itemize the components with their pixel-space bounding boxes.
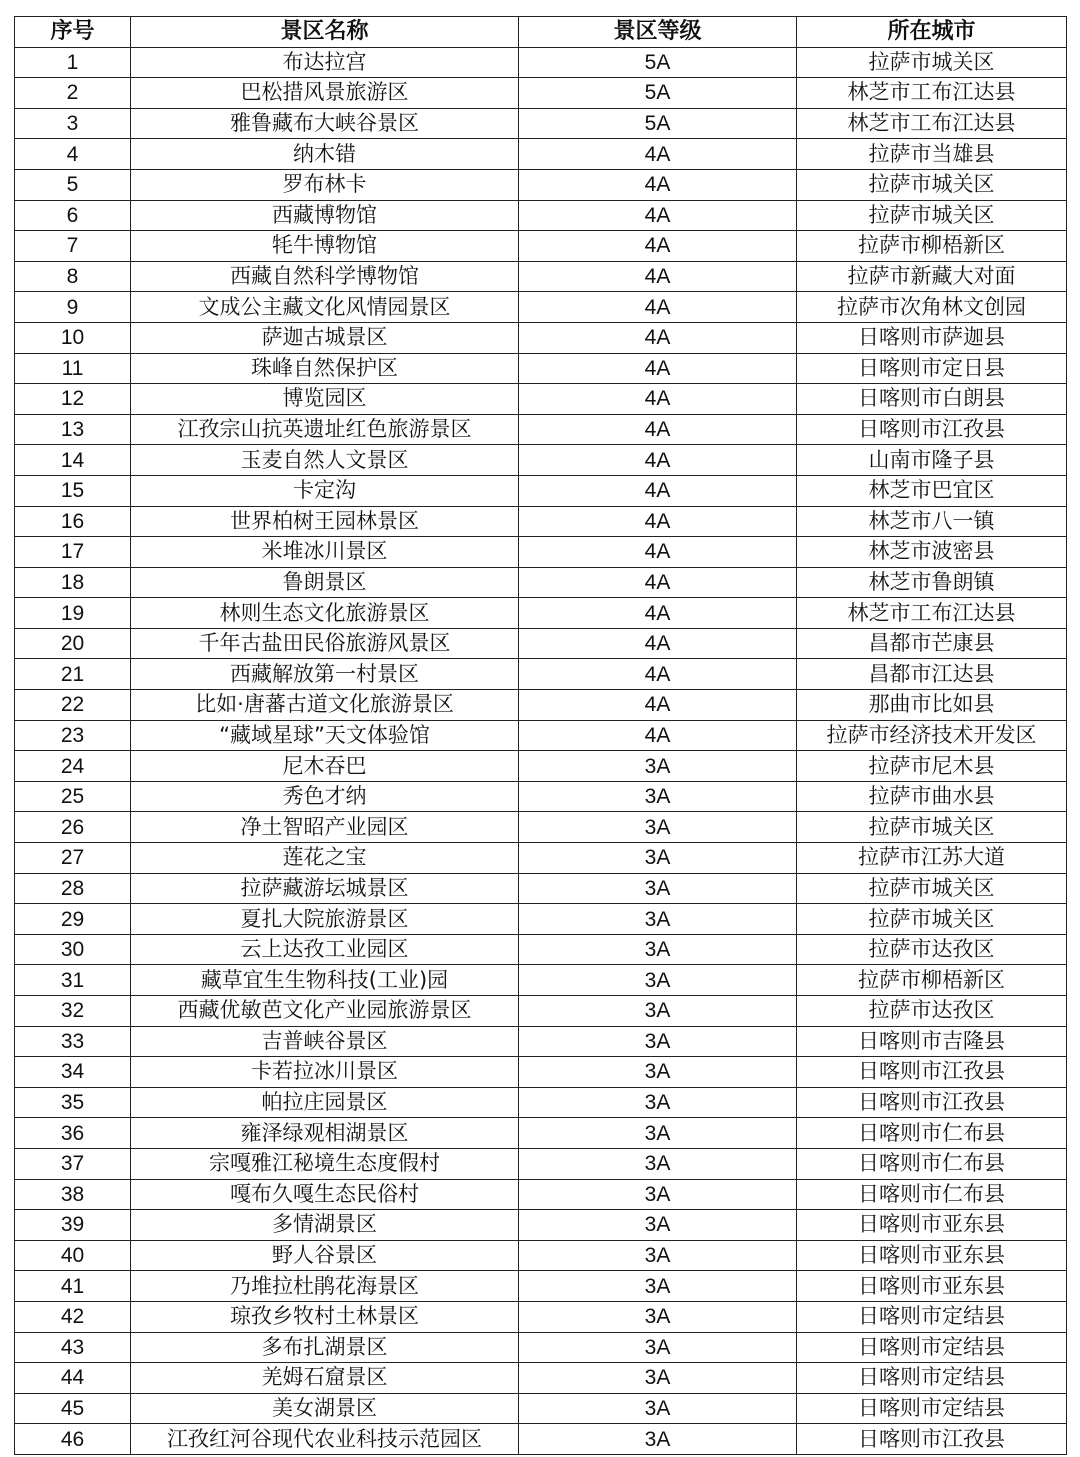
row-index: 32 (15, 996, 131, 1027)
scenic-name: 嘎布久嘎生态民俗村 (131, 1179, 519, 1210)
row-index: 25 (15, 781, 131, 812)
city-location: 拉萨市柳梧新区 (797, 965, 1067, 996)
table-row (15, 1332, 1067, 1363)
row-index: 8 (15, 261, 131, 292)
table-row (15, 598, 1067, 629)
row-index: 26 (15, 812, 131, 843)
scenic-name: 西藏博物馆 (131, 200, 519, 231)
scenic-name: 拉萨藏游坛城景区 (131, 873, 519, 904)
table-row (15, 261, 1067, 292)
table-row (15, 353, 1067, 384)
city-location: 日喀则市仁布县 (797, 1179, 1067, 1210)
scenic-grade: 3A (519, 965, 797, 996)
city-location: 拉萨市达孜区 (797, 934, 1067, 965)
row-index: 10 (15, 322, 131, 353)
row-index: 1 (15, 47, 131, 78)
scenic-name: 尼木吞巴 (131, 751, 519, 782)
row-index: 6 (15, 200, 131, 231)
row-index: 27 (15, 843, 131, 874)
city-location: 日喀则市定结县 (797, 1393, 1067, 1424)
scenic-name: 珠峰自然保护区 (131, 353, 519, 384)
city-location: 林芝市巴宜区 (797, 475, 1067, 506)
header-row (15, 17, 1067, 48)
city-location: 拉萨市当雄县 (797, 139, 1067, 170)
scenic-name: 牦牛博物馆 (131, 231, 519, 262)
city-location: 日喀则市仁布县 (797, 1148, 1067, 1179)
city-location: 拉萨市次角林文创园 (797, 292, 1067, 323)
table-row (15, 1179, 1067, 1210)
scenic-name: 世界柏树王园林景区 (131, 506, 519, 537)
header-grade: 景区等级 (519, 17, 797, 48)
city-location: 拉萨市曲水县 (797, 781, 1067, 812)
scenic-name: 文成公主藏文化风情园景区 (131, 292, 519, 323)
table-row (15, 934, 1067, 965)
table-row (15, 200, 1067, 231)
table-row (15, 1087, 1067, 1118)
scenic-name: 千年古盐田民俗旅游风景区 (131, 628, 519, 659)
city-location: 林芝市工布江达县 (797, 78, 1067, 109)
city-location: 拉萨市城关区 (797, 812, 1067, 843)
scenic-name: 净土智昭产业园区 (131, 812, 519, 843)
table-row (15, 1026, 1067, 1057)
scenic-name: 秀色才纳 (131, 781, 519, 812)
table-row (15, 996, 1067, 1027)
table-row (15, 78, 1067, 109)
scenic-grade: 3A (519, 751, 797, 782)
scenic-grade: 3A (519, 1118, 797, 1149)
city-location: 林芝市工布江达县 (797, 108, 1067, 139)
scenic-grade: 4A (519, 628, 797, 659)
table-row (15, 812, 1067, 843)
scenic-grade: 4A (519, 322, 797, 353)
row-index: 5 (15, 169, 131, 200)
row-index: 30 (15, 934, 131, 965)
table-row (15, 1424, 1067, 1455)
table-row (15, 904, 1067, 935)
city-location: 日喀则市亚东县 (797, 1240, 1067, 1271)
table-row (15, 1057, 1067, 1088)
row-index: 40 (15, 1240, 131, 1271)
table-row (15, 1393, 1067, 1424)
row-index: 24 (15, 751, 131, 782)
scenic-name: 萨迦古城景区 (131, 322, 519, 353)
scenic-name: 比如·唐蕃古道文化旅游景区 (131, 690, 519, 721)
scenic-grade: 5A (519, 108, 797, 139)
scenic-grade: 4A (519, 567, 797, 598)
scenic-name: 布达拉宫 (131, 47, 519, 78)
table-row (15, 1118, 1067, 1149)
table-row (15, 445, 1067, 476)
table-row (15, 384, 1067, 415)
scenic-name: 云上达孜工业园区 (131, 934, 519, 965)
scenic-name: 羌姆石窟景区 (131, 1363, 519, 1394)
city-location: 林芝市鲁朗镇 (797, 567, 1067, 598)
scenic-name: 卡若拉冰川景区 (131, 1057, 519, 1088)
scenic-grade: 4A (519, 384, 797, 415)
city-location: 日喀则市定日县 (797, 353, 1067, 384)
city-location: 拉萨市江苏大道 (797, 843, 1067, 874)
header-index: 序号 (15, 17, 131, 48)
scenic-grade: 4A (519, 537, 797, 568)
table-row (15, 169, 1067, 200)
row-index: 18 (15, 567, 131, 598)
city-location: 林芝市八一镇 (797, 506, 1067, 537)
scenic-name: 西藏优敏芭文化产业园旅游景区 (131, 996, 519, 1027)
scenic-name: 夏扎大院旅游景区 (131, 904, 519, 935)
scenic-name: 野人谷景区 (131, 1240, 519, 1271)
scenic-name: 江孜宗山抗英遗址红色旅游景区 (131, 414, 519, 445)
row-index: 15 (15, 475, 131, 506)
row-index: 12 (15, 384, 131, 415)
table-body (15, 47, 1067, 1454)
city-location: 那曲市比如县 (797, 690, 1067, 721)
city-location: 山南市隆子县 (797, 445, 1067, 476)
city-location: 日喀则市吉隆县 (797, 1026, 1067, 1057)
city-location: 日喀则市江孜县 (797, 1057, 1067, 1088)
table-row (15, 108, 1067, 139)
row-index: 45 (15, 1393, 131, 1424)
scenic-grade: 4A (519, 445, 797, 476)
row-index: 11 (15, 353, 131, 384)
scenic-name: 罗布林卡 (131, 169, 519, 200)
row-index: 7 (15, 231, 131, 262)
scenic-name: 吉普峡谷景区 (131, 1026, 519, 1057)
table-row (15, 781, 1067, 812)
scenic-grade: 4A (519, 353, 797, 384)
row-index: 19 (15, 598, 131, 629)
scenic-grade: 3A (519, 904, 797, 935)
scenic-name: 博览园区 (131, 384, 519, 415)
scenic-grade: 3A (519, 873, 797, 904)
table-row (15, 322, 1067, 353)
city-location: 日喀则市定结县 (797, 1363, 1067, 1394)
city-location: 拉萨市城关区 (797, 873, 1067, 904)
row-index: 13 (15, 414, 131, 445)
scenic-grade: 4A (519, 231, 797, 262)
row-index: 42 (15, 1301, 131, 1332)
scenic-grade: 3A (519, 843, 797, 874)
row-index: 23 (15, 720, 131, 751)
table-row (15, 1240, 1067, 1271)
scenic-name: 雅鲁藏布大峡谷景区 (131, 108, 519, 139)
scenic-area-table (14, 16, 1067, 1455)
scenic-name: 宗嘎雅江秘境生态度假村 (131, 1148, 519, 1179)
scenic-name: 西藏解放第一村景区 (131, 659, 519, 690)
table-row (15, 628, 1067, 659)
table-row (15, 506, 1067, 537)
table-row (15, 751, 1067, 782)
row-index: 44 (15, 1363, 131, 1394)
table-row (15, 292, 1067, 323)
scenic-name: 帕拉庄园景区 (131, 1087, 519, 1118)
scenic-grade: 4A (519, 292, 797, 323)
scenic-grade: 4A (519, 506, 797, 537)
scenic-grade: 3A (519, 1240, 797, 1271)
scenic-grade: 3A (519, 1424, 797, 1455)
row-index: 43 (15, 1332, 131, 1363)
table-row (15, 1301, 1067, 1332)
scenic-name: “藏域星球”天文体验馆 (131, 720, 519, 751)
scenic-name: 林则生态文化旅游景区 (131, 598, 519, 629)
row-index: 2 (15, 78, 131, 109)
scenic-grade: 3A (519, 996, 797, 1027)
scenic-name: 鲁朗景区 (131, 567, 519, 598)
scenic-name: 米堆冰川景区 (131, 537, 519, 568)
table-row (15, 873, 1067, 904)
row-index: 35 (15, 1087, 131, 1118)
scenic-grade: 3A (519, 1332, 797, 1363)
scenic-name: 玉麦自然人文景区 (131, 445, 519, 476)
city-location: 日喀则市定结县 (797, 1332, 1067, 1363)
row-index: 36 (15, 1118, 131, 1149)
city-location: 拉萨市经济技术开发区 (797, 720, 1067, 751)
city-location: 拉萨市城关区 (797, 169, 1067, 200)
scenic-grade: 4A (519, 200, 797, 231)
city-location: 林芝市波密县 (797, 537, 1067, 568)
header-scenic-name: 景区名称 (131, 17, 519, 48)
scenic-grade: 4A (519, 659, 797, 690)
scenic-grade: 3A (519, 1148, 797, 1179)
row-index: 4 (15, 139, 131, 170)
scenic-name: 多情湖景区 (131, 1210, 519, 1241)
row-index: 3 (15, 108, 131, 139)
scenic-grade: 3A (519, 1301, 797, 1332)
scenic-grade: 4A (519, 720, 797, 751)
row-index: 21 (15, 659, 131, 690)
table-row (15, 47, 1067, 78)
scenic-grade: 4A (519, 598, 797, 629)
row-index: 17 (15, 537, 131, 568)
scenic-grade: 3A (519, 781, 797, 812)
header-city: 所在城市 (797, 17, 1067, 48)
table-row (15, 231, 1067, 262)
scenic-grade: 3A (519, 1363, 797, 1394)
row-index: 22 (15, 690, 131, 721)
city-location: 日喀则市白朗县 (797, 384, 1067, 415)
row-index: 14 (15, 445, 131, 476)
scenic-name: 美女湖景区 (131, 1393, 519, 1424)
row-index: 28 (15, 873, 131, 904)
city-location: 日喀则市江孜县 (797, 1424, 1067, 1455)
row-index: 38 (15, 1179, 131, 1210)
scenic-grade: 3A (519, 1210, 797, 1241)
scenic-name: 巴松措风景旅游区 (131, 78, 519, 109)
city-location: 日喀则市仁布县 (797, 1118, 1067, 1149)
city-location: 昌都市芒康县 (797, 628, 1067, 659)
row-index: 39 (15, 1210, 131, 1241)
scenic-grade: 4A (519, 139, 797, 170)
scenic-grade: 5A (519, 47, 797, 78)
table-row (15, 139, 1067, 170)
scenic-grade: 4A (519, 475, 797, 506)
scenic-name: 江孜红河谷现代农业科技示范园区 (131, 1424, 519, 1455)
table-row (15, 537, 1067, 568)
table-row (15, 475, 1067, 506)
city-location: 昌都市江达县 (797, 659, 1067, 690)
scenic-name: 西藏自然科学博物馆 (131, 261, 519, 292)
table-row (15, 1271, 1067, 1302)
city-location: 拉萨市柳梧新区 (797, 231, 1067, 262)
row-index: 46 (15, 1424, 131, 1455)
city-location: 日喀则市定结县 (797, 1301, 1067, 1332)
table-row (15, 690, 1067, 721)
scenic-grade: 3A (519, 1026, 797, 1057)
city-location: 拉萨市城关区 (797, 47, 1067, 78)
row-index: 34 (15, 1057, 131, 1088)
table-row (15, 567, 1067, 598)
row-index: 33 (15, 1026, 131, 1057)
table-row (15, 659, 1067, 690)
scenic-grade: 3A (519, 1393, 797, 1424)
row-index: 20 (15, 628, 131, 659)
city-location: 日喀则市亚东县 (797, 1271, 1067, 1302)
city-location: 日喀则市萨迦县 (797, 322, 1067, 353)
row-index: 41 (15, 1271, 131, 1302)
table-row (15, 1363, 1067, 1394)
row-index: 37 (15, 1148, 131, 1179)
city-location: 日喀则市亚东县 (797, 1210, 1067, 1241)
table-row (15, 720, 1067, 751)
row-index: 16 (15, 506, 131, 537)
table-row (15, 965, 1067, 996)
scenic-name: 莲花之宝 (131, 843, 519, 874)
table-row (15, 1210, 1067, 1241)
table-row (15, 414, 1067, 445)
city-location: 拉萨市尼木县 (797, 751, 1067, 782)
scenic-name: 多布扎湖景区 (131, 1332, 519, 1363)
city-location: 日喀则市江孜县 (797, 414, 1067, 445)
row-index: 29 (15, 904, 131, 935)
scenic-grade: 4A (519, 169, 797, 200)
scenic-name: 卡定沟 (131, 475, 519, 506)
scenic-grade: 3A (519, 1271, 797, 1302)
city-location: 日喀则市江孜县 (797, 1087, 1067, 1118)
table-row (15, 843, 1067, 874)
scenic-grade: 5A (519, 78, 797, 109)
scenic-grade: 4A (519, 414, 797, 445)
scenic-name: 琼孜乡牧村土林景区 (131, 1301, 519, 1332)
scenic-grade: 3A (519, 1087, 797, 1118)
scenic-name: 雍泽绿观相湖景区 (131, 1118, 519, 1149)
city-location: 拉萨市达孜区 (797, 996, 1067, 1027)
scenic-name: 乃堆拉杜鹃花海景区 (131, 1271, 519, 1302)
city-location: 林芝市工布江达县 (797, 598, 1067, 629)
scenic-grade: 3A (519, 934, 797, 965)
scenic-name: 藏草宜生生物科技(工业)园 (131, 965, 519, 996)
row-index: 9 (15, 292, 131, 323)
scenic-grade: 4A (519, 261, 797, 292)
city-location: 拉萨市城关区 (797, 904, 1067, 935)
scenic-area-table-container (14, 16, 1066, 1455)
scenic-grade: 3A (519, 1179, 797, 1210)
city-location: 拉萨市新藏大对面 (797, 261, 1067, 292)
table-row (15, 1148, 1067, 1179)
city-location: 拉萨市城关区 (797, 200, 1067, 231)
scenic-grade: 3A (519, 812, 797, 843)
scenic-grade: 3A (519, 1057, 797, 1088)
scenic-grade: 4A (519, 690, 797, 721)
row-index: 31 (15, 965, 131, 996)
scenic-name: 纳木错 (131, 139, 519, 170)
table-header (15, 17, 1067, 48)
